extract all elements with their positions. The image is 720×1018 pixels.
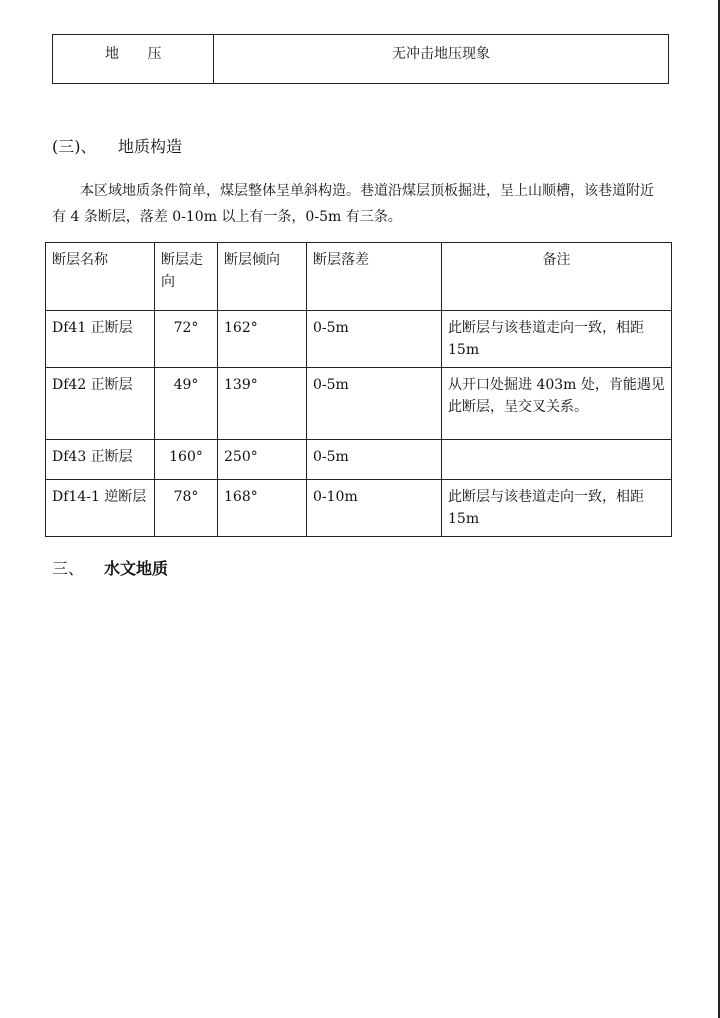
ground-pressure-table: [52, 34, 669, 84]
fault-dip: 162°: [218, 311, 307, 368]
fault-name: Df14-1 逆断层: [46, 480, 155, 537]
section-heading-geology: [52, 134, 182, 157]
fault-strike: 78°: [155, 480, 218, 537]
fault-name: Df42 正断层: [46, 368, 155, 440]
col-header-note: 备注: [442, 243, 672, 311]
section-title: 地质构造: [118, 137, 183, 156]
section-number: 三、: [52, 559, 85, 578]
section-heading-hydrogeology: [52, 556, 168, 579]
col-header-throw: 断层落差: [307, 243, 442, 311]
fault-name: Df41 正断层: [46, 311, 155, 368]
table-row: [46, 440, 672, 480]
fault-dip: 168°: [218, 480, 307, 537]
fault-dip: 139°: [218, 368, 307, 440]
table-row: [46, 480, 672, 537]
ground-pressure-label-cell: [53, 35, 214, 84]
col-header-strike: 断层走向: [155, 243, 218, 311]
fault-note: 从开口处掘进 403m 处，肯能遇见此断层，呈交叉关系。: [442, 368, 672, 440]
fault-throw: 0-5m: [307, 440, 442, 480]
fault-strike: 49°: [155, 368, 218, 440]
paragraph-line-2: 有 4 条断层，落差 0-10m 以上有一条，0-5m 有三条。: [52, 209, 402, 225]
paragraph-line-1: 本区域地质条件简单，煤层整体呈单斜构造。巷道沿煤层顶板掘进，呈上山顺槽，该巷道附近: [80, 183, 654, 199]
fault-throw: 0-5m: [307, 368, 442, 440]
table-row: [46, 368, 672, 440]
fault-table: [45, 242, 672, 537]
table-row: [53, 35, 669, 84]
fault-note: 此断层与该巷道走向一致，相距 15m: [442, 311, 672, 368]
section-title: 水文地质: [104, 559, 169, 578]
col-header-dip: 断层倾向: [218, 243, 307, 311]
fault-note: 此断层与该巷道走向一致，相距 15m: [442, 480, 672, 537]
fault-dip: 250°: [218, 440, 307, 480]
fault-note: [442, 440, 672, 480]
section-number: (三)、: [52, 137, 97, 156]
fault-strike: 72°: [155, 311, 218, 368]
fault-strike: 160°: [155, 440, 218, 480]
ground-pressure-label: 地 压: [105, 46, 162, 62]
fault-throw: 0-10m: [307, 480, 442, 537]
col-header-name: 断层名称: [46, 243, 155, 311]
table-row: [46, 311, 672, 368]
fault-name: Df43 正断层: [46, 440, 155, 480]
fault-throw: 0-5m: [307, 311, 442, 368]
geology-paragraph: [52, 178, 672, 230]
ground-pressure-value: 无冲击地压现象: [392, 46, 490, 62]
ground-pressure-value-cell: [214, 35, 669, 84]
table-header-row: [46, 243, 672, 311]
